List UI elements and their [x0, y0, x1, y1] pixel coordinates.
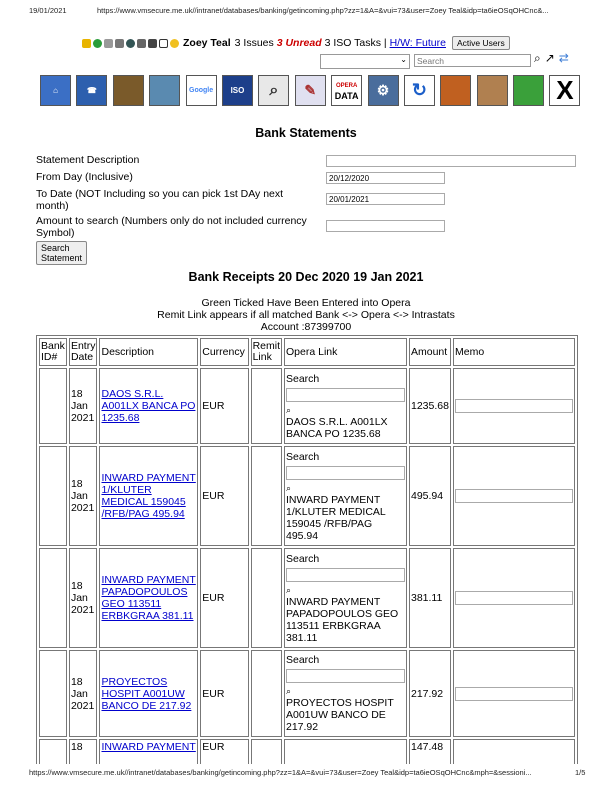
world-icon[interactable] — [126, 39, 135, 48]
refresh-icon[interactable]: ↻ — [404, 75, 435, 106]
separator: | — [383, 37, 387, 49]
notepad-pencil-icon[interactable]: ✎ — [295, 75, 326, 106]
data-label: DATA — [334, 90, 359, 101]
table-row — [39, 548, 575, 648]
to-date-label: To Date (NOT Including so you can pick 1st DAy next month) — [36, 188, 284, 212]
parcel-box-icon[interactable] — [477, 75, 508, 106]
page-number: 1/5 — [575, 768, 586, 777]
amount-input[interactable] — [326, 220, 445, 232]
note-green-ticked: Green Ticked Have Been Entered into Opera — [201, 297, 411, 309]
cash-register-icon[interactable] — [113, 75, 144, 106]
magnifier-icon[interactable]: ⌕ — [286, 482, 292, 493]
search-tool-icon[interactable]: ⌕ — [534, 51, 541, 65]
currency-cell: EUR — [200, 446, 248, 546]
smiley-icon[interactable] — [170, 39, 179, 48]
memo-input[interactable] — [455, 399, 573, 413]
memo-input[interactable] — [455, 687, 573, 701]
amount-cell: 495.94 — [409, 446, 451, 546]
issues-label[interactable]: Issues — [243, 37, 274, 49]
iso-count: 3 — [324, 37, 331, 49]
memo-input[interactable] — [455, 489, 573, 503]
google-label: Google — [189, 87, 214, 94]
remit-link-cell — [251, 548, 282, 648]
memo-cell — [453, 368, 575, 444]
square-icon[interactable] — [159, 39, 168, 48]
opera-link-cell — [284, 446, 407, 546]
description-cell — [99, 548, 198, 648]
col-amount: Amount — [409, 338, 451, 366]
from-day-input[interactable]: 20/12/2020 — [326, 172, 445, 184]
statement-description-input[interactable] — [326, 155, 576, 167]
currency-cell: EUR — [200, 739, 248, 779]
hw-future-link[interactable]: H/W: Future — [389, 37, 446, 49]
description-cell — [99, 368, 198, 444]
home-icon[interactable]: ⌂ — [40, 75, 71, 106]
entry-date-cell: 18 — [69, 739, 98, 779]
page-title: Bank Statements — [255, 126, 357, 140]
send-icon[interactable] — [104, 39, 113, 48]
contacts-icon[interactable] — [149, 75, 180, 106]
opera-link-text: DAOS S.R.L. A001LX BANCA PO 1235.68 — [286, 415, 388, 440]
print-date: 19/01/2021 — [29, 6, 67, 15]
opera-search-label: Search — [286, 552, 320, 565]
description-link[interactable]: DAOS S.R.L. A001LX BANCA PO 1235.68 — [101, 388, 196, 424]
amount-cell: 1235.68 — [409, 368, 451, 444]
table-row — [39, 446, 575, 546]
to-date-input[interactable]: 20/01/2021 — [326, 193, 445, 205]
magnifier-icon[interactable]: ⌕ — [286, 404, 292, 415]
entry-date-cell: 18 Jan 2021 — [69, 650, 98, 737]
receipts-notes — [0, 297, 612, 333]
bank-id-cell — [39, 446, 67, 546]
to-date-row — [36, 188, 306, 212]
from-day-row — [36, 171, 596, 183]
user-bar — [82, 36, 510, 50]
search-input[interactable] — [414, 54, 531, 67]
chess-icon[interactable] — [148, 39, 157, 48]
currency-cell: EUR — [200, 548, 248, 648]
opera-search-input[interactable] — [286, 669, 405, 683]
table-header-row — [39, 338, 575, 366]
people-icon[interactable] — [137, 39, 146, 48]
search-statement-button[interactable]: Search Statement — [36, 241, 87, 265]
pie-chart-icon[interactable] — [440, 75, 471, 106]
col-entry-date: Entry Date — [69, 338, 98, 366]
amount-cell: 217.92 — [409, 650, 451, 737]
opera-search-input[interactable] — [286, 388, 405, 402]
memo-cell — [453, 650, 575, 737]
opera-search-label: Search — [286, 654, 320, 666]
from-day-label: From Day (Inclusive) — [36, 171, 133, 183]
opera-link-cell — [284, 548, 407, 648]
description-link[interactable]: INWARD PAYMENT 1/KLUTER MEDICAL 159045 /RFB/PAG 495.94 — [101, 472, 196, 520]
receipts-table — [36, 335, 578, 782]
description-cell — [99, 446, 198, 546]
key-icon[interactable] — [115, 39, 124, 48]
magnifier-icon[interactable]: ⌕ — [286, 686, 292, 696]
telephone-icon[interactable]: ☎ — [76, 75, 107, 106]
print-url: https://www.vmsecure.me.uk//intranet/databases/banking/getincoming.php?zz=1&A=&vui=73&user=Zoey Teal&idp=ta6ieOSqOHCnc&... — [97, 6, 549, 15]
amount-cell: 147.48 — [409, 739, 451, 779]
currency-cell: EUR — [200, 650, 248, 737]
opera-link-text: INWARD PAYMENT PAPADOPOULOS GEO 113511 ERBKGRAA 381.11 — [286, 595, 399, 644]
active-users-button[interactable]: Active Users — [452, 36, 510, 50]
opera-search-input[interactable] — [286, 466, 405, 480]
entry-date-cell: 18 Jan 2021 — [69, 548, 98, 648]
iso-tasks-label[interactable]: ISO Tasks — [333, 37, 381, 49]
print-footer-url: https://www.vmsecure.me.uk//intranet/databases/banking/getincoming.php?zz=1&A=&vui=73&user=Zoey Teal&idp=ta6ieOSqOHCnc&mph=&sessioni... — [29, 768, 532, 777]
chevron-down-icon: ⌄ — [400, 55, 407, 64]
amount-cell: 381.11 — [409, 548, 451, 648]
col-description: Description — [99, 338, 198, 366]
entry-date-cell: 18 Jan 2021 — [69, 446, 98, 546]
col-memo: Memo — [453, 338, 575, 366]
magnifier-icon[interactable]: ⌕ — [286, 584, 292, 595]
remit-link-cell — [251, 446, 282, 546]
nav-select[interactable] — [320, 54, 410, 69]
remit-link-cell — [251, 650, 282, 737]
issues-count: 3 — [234, 37, 241, 49]
star-icon[interactable] — [82, 39, 91, 48]
main-toolbar — [40, 75, 586, 106]
opera-search-input[interactable] — [286, 568, 405, 582]
receipts-title: Bank Receipts 20 Dec 2020 19 Jan 2021 — [188, 270, 424, 284]
sync-icon[interactable]: ⇄ — [558, 51, 569, 65]
opera-link-cell — [284, 650, 407, 737]
opera-data-icon[interactable] — [331, 75, 362, 106]
user-name: Zoey Teal — [183, 37, 231, 49]
google-icon[interactable] — [186, 75, 217, 106]
currency-cell: EUR — [200, 368, 248, 444]
opera-label: OPERA — [335, 82, 358, 89]
bank-id-cell — [39, 368, 67, 444]
col-currency: Currency — [200, 338, 248, 366]
magnifier-icon[interactable]: ⌕ — [258, 75, 289, 106]
bank-id-cell — [39, 548, 67, 648]
memo-input[interactable] — [455, 591, 573, 605]
description-link[interactable]: INWARD PAYMENT — [101, 741, 196, 753]
opera-link-cell — [284, 368, 407, 444]
opera-search-label: Search — [286, 450, 320, 463]
col-opera-link: Opera Link — [284, 338, 407, 366]
description-link[interactable]: INWARD PAYMENT PAPADOPOULOS GEO 113511 ERBKGRAA 381.11 — [101, 574, 196, 622]
description-cell — [99, 650, 198, 737]
description-link[interactable]: PROYECTOS HOSPIT A001UW BANCO DE 217.92 — [101, 675, 192, 712]
amount-label: Amount to search (Numbers only do not included currency Symbol) — [36, 215, 307, 239]
note-remit-link: Remit Link appears if all matched Bank <-> Opera <-> Intrastats — [157, 309, 455, 321]
gears-icon[interactable]: ⚙ — [368, 75, 399, 106]
col-remit-link: Remit Link — [251, 338, 282, 366]
table-row — [39, 650, 575, 737]
external-link-icon[interactable]: ↗ — [544, 51, 555, 65]
close-x-icon[interactable]: X — [549, 75, 580, 106]
unread-count: 3 — [276, 37, 283, 49]
unread-label[interactable]: Unread — [285, 37, 322, 49]
iso-clipboard-icon[interactable] — [222, 75, 253, 106]
globe-icon[interactable] — [93, 39, 102, 48]
account-number: Account :87399700 — [260, 321, 352, 333]
memo-cell — [453, 446, 575, 546]
iso-label: ISO — [230, 86, 245, 95]
opera-link-text: INWARD PAYMENT 1/KLUTER MEDICAL 159045 /RFB/PAG 495.94 — [286, 493, 386, 542]
entry-date-cell: 18 Jan 2021 — [69, 368, 98, 444]
opera-search-label: Search — [286, 372, 320, 385]
col-bank-id: Bank ID# — [39, 338, 67, 366]
amount-row — [36, 215, 321, 239]
remit-link-cell — [251, 368, 282, 444]
bank-id-cell — [39, 650, 67, 737]
green-book-icon[interactable] — [513, 75, 544, 106]
statement-description-label: Statement Description — [36, 154, 140, 166]
memo-cell — [453, 548, 575, 648]
opera-link-text: PROYECTOS HOSPIT A001UW BANCO DE 217.92 — [286, 697, 394, 733]
table-row — [39, 368, 575, 444]
